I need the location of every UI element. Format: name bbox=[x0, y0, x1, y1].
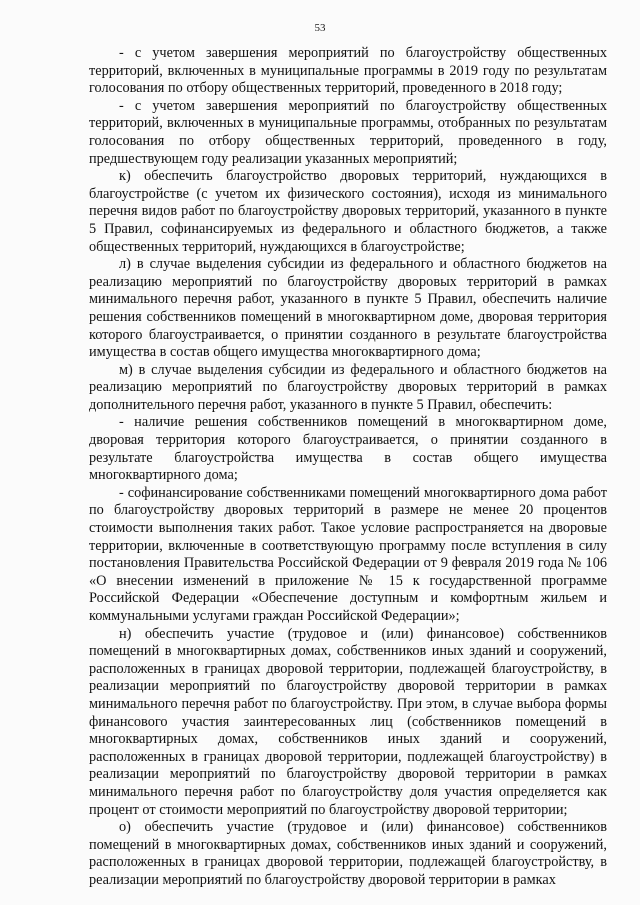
paragraph-dash-previous-year: - с учетом завершения мероприятий по благоустройству общественных территорий, включенных в муниципальные программы, отобранных по результатам голосования по отбору общественных территорий, проведенного в году, предшествующем году реализации указанных мероприятий; bbox=[89, 97, 607, 167]
paragraph-m-owners-decision: - наличие решения собственников помещений в многоквартирном доме, дворовая территория которого благоустраивается, о принятии созданного в результате благоустройства имущества в состав общего имущества многоквартирного дома; bbox=[89, 414, 607, 484]
paragraph-dash-2019: - с учетом завершения мероприятий по благоустройству общественных территорий, включенных в муниципальные программы в 2019 году по результатам голосования по отбору общественных территорий, проведенного в 2018 году; bbox=[89, 45, 607, 97]
document-body bbox=[89, 45, 607, 890]
paragraph-l: л) в случае выделения субсидии из федерального и областного бюджетов на реализацию мероприятий по благоустройству дворовых территорий в рамках минимального перечня работ, указанного в пункте 5 Правил, обеспечить наличие решения собственников помещений в многоквартирном доме, дворовая территория которого благоустраивается, о принятии созданного в результате благоустройства имущества в состав общего имущества многоквартирного дома; bbox=[89, 256, 607, 361]
paragraph-m-cofinancing: - софинансирование собственниками помещений многоквартирного дома работ по благоустройству дворовых территорий в размере не менее 20 процентов стоимости выполнения таких работ. Такое условие распространяется на дворовые территории, включенные в соответствующую программу после вступления в силу постановления Правительства Российской Федерации от 9 февраля 2019 года № 106 «О внесении изменений в приложение № 15 к государственной программе Российской Федерации «Обеспечение доступным и комфортным жильем и коммунальными услугами граждан Российской Федерации»; bbox=[89, 484, 607, 624]
paragraph-m: м) в случае выделения субсидии из федерального и областного бюджетов на реализацию мероприятий по благоустройству дворовых территорий в рамках дополнительного перечня работ, указанного в пункте 5 Правил, обеспечить: bbox=[89, 361, 607, 413]
paragraph-k: к) обеспечить благоустройство дворовых территорий, нуждающихся в благоустройстве (с учетом их физического состояния), исходя из минимального перечня видов работ по благоустройству дворовых территорий, указанного в пункте 5 Правил, софинансируемых из федерального и областного бюджетов, а также общественных территорий, нуждающихся в благоустройстве; bbox=[89, 168, 607, 255]
paragraph-o: о) обеспечить участие (трудовое и (или) финансовое) собственников помещений в многоквартирных домах, собственников иных зданий и сооружений, расположенных в границах дворовой территории, подлежащей благоустройству, в реализации мероприятий по благоустройству дворовой территории в рамках bbox=[89, 819, 607, 888]
paragraph-n: н) обеспечить участие (трудовое и (или) финансовое) собственников помещений в многоквартирных домах, собственников иных зданий и сооружений, расположенных в границах дворовой территории, подлежащей благоустройству, в реализации мероприятий по благоустройству дворовой территории в рамках минимального перечня работ по благоустройству. При этом, в случае выбора формы финансового участия заинтересованных лиц (собственников помещений в многоквартирных домах, собственников иных зданий и сооружений, расположенных в границах дворовой территории, подлежащей благоустройству) в реализации мероприятий по благоустройству дворовой территории в рамках минимального перечня работ по благоустройству доля участия определяется как процент от стоимости мероприятий по благоустройству дворовой территории; bbox=[89, 625, 607, 818]
page-number: 53 bbox=[314, 22, 326, 34]
